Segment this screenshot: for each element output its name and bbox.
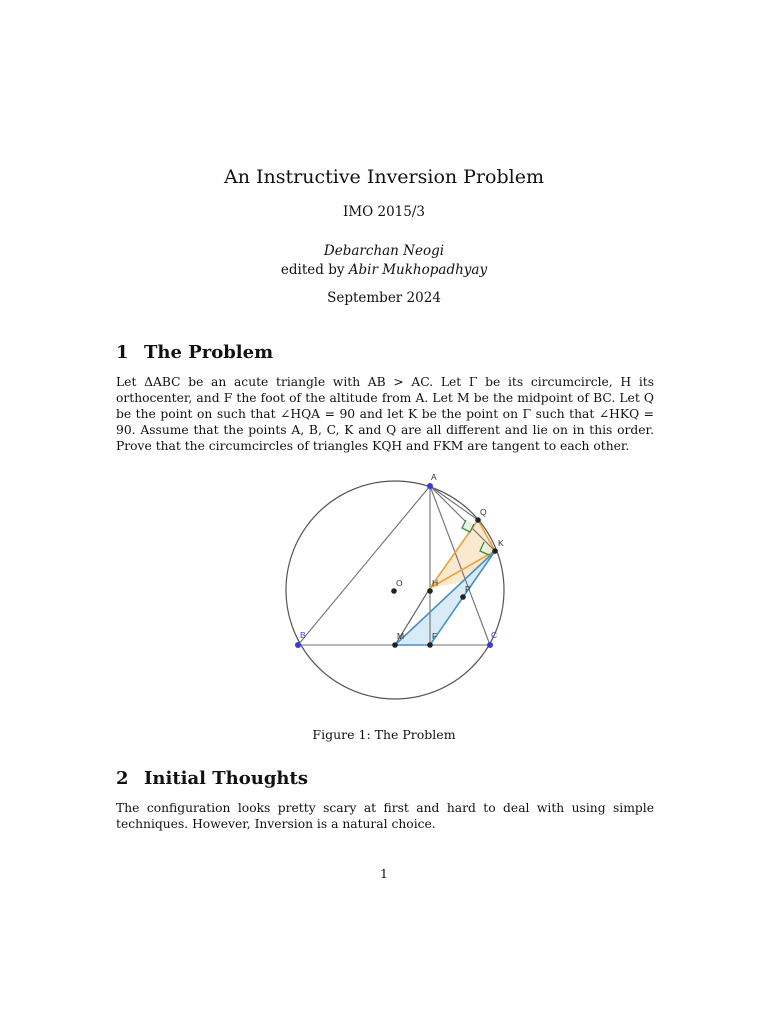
point-b — [295, 642, 301, 648]
label-h: H — [432, 578, 439, 588]
paper-title: An Instructive Inversion Problem — [224, 166, 544, 188]
label-o: O — [396, 578, 403, 588]
problem-figure — [270, 465, 520, 715]
section-heading-problem — [116, 342, 273, 363]
label-f: F — [432, 631, 438, 641]
point-k — [492, 548, 498, 554]
label-q: Q — [480, 507, 487, 517]
label-k: K — [498, 538, 504, 548]
point-c — [487, 642, 493, 648]
blue-triangle — [395, 551, 498, 645]
segment-aq — [430, 486, 478, 520]
page-number: 1 — [380, 866, 388, 881]
author-block — [0, 242, 768, 280]
label-p: P — [465, 584, 471, 594]
initial-thoughts-paragraph: The configuration looks pretty scary at first and hard to deal with using simple techniques. However, Inversion is a natural choice. — [116, 801, 654, 831]
editor-name: Abir Mukhopadhyay — [348, 262, 488, 278]
label-b: B — [300, 630, 306, 640]
point-q — [475, 517, 481, 523]
label-c: C — [491, 630, 498, 640]
problem-paragraph: Let ΔABC be an acute triangle with AB > AC. Let Γ be its circumcircle, H its orthocenter, and F the foot of the altitude from A. Let M be the midpoint of BC. Let Q be the point on such that ∠HQA = 90 and let K be the point on Γ such that ∠HKQ = 90. Assume that the points A, B, C, K and Q are all different and lie on in this order. Prove that the circumcircles of triangles KQH and FKM are tangent to each other. — [116, 375, 654, 453]
point-o — [391, 588, 397, 594]
paper-date: September 2024 — [327, 290, 441, 306]
section-number: 1 — [116, 342, 129, 363]
label-m: M — [397, 631, 405, 641]
point-a — [427, 483, 433, 489]
editor-prefix: edited by — [280, 262, 345, 278]
point-f — [427, 642, 433, 648]
point-h — [427, 588, 433, 594]
paper-subtitle: IMO 2015/3 — [342, 204, 425, 220]
section-number: 2 — [116, 768, 129, 789]
section-title: The Problem — [144, 342, 274, 363]
section-heading-initial-thoughts — [116, 768, 308, 789]
label-a: A — [431, 472, 437, 482]
point-p — [460, 594, 466, 600]
point-m — [392, 642, 398, 648]
section-title: Initial Thoughts — [144, 768, 308, 789]
figure-caption: Figure 1: The Problem — [312, 727, 456, 742]
author-name: Debarchan Neogi — [323, 243, 445, 259]
